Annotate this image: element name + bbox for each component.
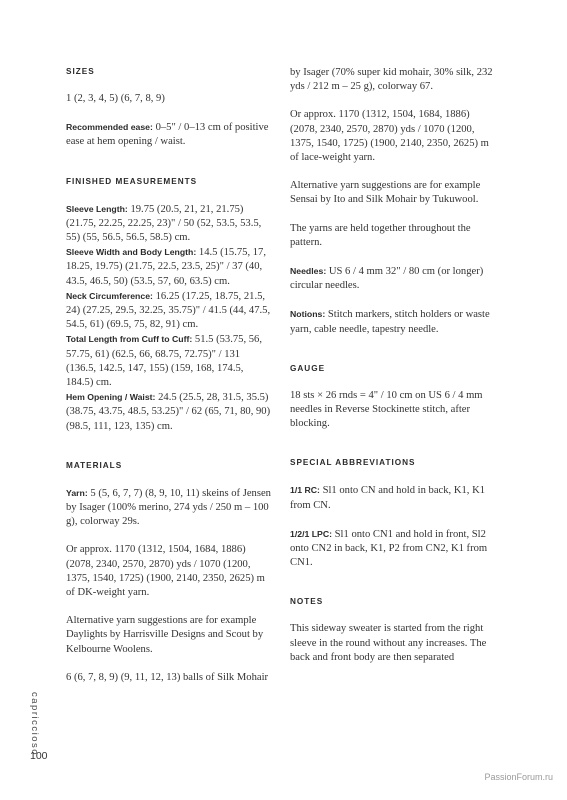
notes-heading: NOTES: [290, 597, 324, 607]
yarn-text: 5 (5, 6, 7, 7) (8, 9, 10, 11) skeins of Jensen by Isager (100% merino, 274 yds / 250 m – 100 g), colorway 29s.: [66, 487, 271, 528]
gauge-text: 18 sts × 26 rnds = 4" / 10 cm on US 6 / 4 mm needles in Reverse Stockinette stitch, after blocking.: [290, 389, 483, 430]
abbreviation-text: Sl1 onto CN and hold in back, K1, K1 from CN.: [290, 485, 486, 511]
needles-text: US 6 / 4 mm 32" / 80 cm (or longer) circular needles.: [290, 266, 484, 292]
mohair-continued: by Isager (70% super kid mohair, 30% silk, 232 yds / 212 m – 25 g), colorway 67.: [290, 67, 493, 93]
abbreviation-text: Sl1 onto CN1 and hold in front, Sl2 onto CN2 in back, K1, P2 from CN2, K1 from CN1.: [290, 528, 488, 569]
special-abbreviations-heading: SPECIAL ABBREVIATIONS: [290, 458, 416, 468]
recommended-ease: [66, 120, 271, 149]
measurement-text: 14.5 (15.75, 17, 18.25, 19.75) (21.75, 22.5, 23.5, 25)" / 37 (40, 43.5, 46.5, 50) (53.5, 57, 60, 63.5) cm.: [66, 247, 266, 287]
needles-paragraph: [290, 264, 495, 293]
right-column: [290, 66, 495, 665]
measurement-hem-opening: [66, 390, 271, 434]
measurement-total-length: [66, 332, 271, 390]
measurement-sleeve-width: [66, 245, 271, 289]
left-column: [66, 66, 271, 685]
notions-label: Notions:: [290, 309, 326, 320]
measurement-label: Total Length from Cuff to Cuff:: [66, 334, 193, 345]
abbreviation-1-1-rc: [290, 483, 495, 512]
lace-alt-suggestions: Alternative yarn suggestions are for example Sensai by Ito and Silk Mohair by Tukuwool.: [290, 180, 481, 206]
abbreviation-1-2-1-lpc: [290, 527, 495, 571]
abbreviation-label: 1/2/1 LPC:: [290, 528, 333, 539]
measurement-label: Hem Opening / Waist:: [66, 392, 156, 403]
yarn-paragraph: [66, 486, 271, 530]
side-section-label: capriccioso: [29, 692, 40, 757]
yarn-label: Yarn:: [66, 487, 88, 498]
notes-text: This sideway sweater is started from the right sleeve in the round without any increases. The back and front body are then separated: [290, 623, 487, 663]
measurement-neck: [66, 289, 271, 333]
notions-paragraph: [290, 307, 495, 336]
measurement-label: Sleeve Width and Body Length:: [66, 247, 197, 258]
measurement-text: 16.25 (17.25, 18.75, 21.5, 24) (27.25, 29.5, 32.25, 35.75)" / 41.5 (44, 47.5, 54.5, 61) (69.5, 75, 82, 91) cm.: [66, 290, 271, 331]
held-together-text: The yarns are held together throughout the pattern.: [290, 222, 471, 248]
needles-label: Needles:: [290, 266, 327, 277]
measurement-text: 51.5 (53.75, 56, 57.75, 61) (62.5, 66, 68.75, 72.75)" / 131 (136.5, 142.5, 147, 155) (159, 168, 174.5, 184.5) cm.: [66, 334, 263, 389]
ease-label: Recommended ease:: [66, 122, 153, 133]
materials-heading: MATERIALS: [66, 460, 123, 470]
dk-approx-text: Or approx. 1170 (1312, 1504, 1684, 1886) (2078, 2340, 2570, 2870) yds / 1070 (1200, 1375, 1540, 1725) (1900, 2140, 2350, 2625) m of DK-weight yarn.: [66, 544, 265, 599]
sizes-text: 1 (2, 3, 4, 5) (6, 7, 8, 9): [66, 93, 165, 104]
lace-approx-text: Or approx. 1170 (1312, 1504, 1684, 1886) (2078, 2340, 2570, 2870) yds / 1070 (1200, 1375, 1540, 1725) (1900, 2140, 2350, 2625) m of lace-weight yarn.: [290, 109, 489, 164]
ease-text: 0–5" / 0–13 cm of positive ease at hem opening / waist.: [66, 122, 269, 148]
measurement-sleeve-length: [66, 202, 271, 246]
watermark-text: PassionForum.ru: [484, 772, 553, 782]
gauge-heading: GAUGE: [290, 363, 326, 373]
measurement-label: Neck Circumference:: [66, 290, 153, 301]
sizes-heading: SIZES: [66, 67, 95, 76]
measurement-label: Sleeve Length:: [66, 203, 128, 214]
measurement-text: 19.75 (20.5, 21, 21, 21.75) (21.75, 22.25, 22.25, 23)" / 50 (52, 53.5, 53.5, 55) (55, 56.5, 56.5, 58.5) cm.: [66, 203, 262, 244]
notions-text: Stitch markers, stitch holders or waste yarn, cable needle, tapestry needle.: [290, 309, 490, 335]
finished-measurements-heading: FINISHED MEASUREMENTS: [66, 176, 198, 186]
dk-alt-suggestions: Alternative yarn suggestions are for example Daylights by Harrisville Designs and Scout by Kelbourne Woolens.: [66, 615, 264, 655]
abbreviation-label: 1/1 RC:: [290, 485, 320, 496]
mohair-text: 6 (6, 7, 8, 9) (9, 11, 12, 13) balls of Silk Mohair: [66, 671, 269, 683]
page-number: 100: [30, 750, 48, 762]
measurement-text: 24.5 (25.5, 28, 31.5, 35.5) (38.75, 43.75, 48.5, 53.25)" / 62 (65, 71, 80, 90) (98.5, 111, 123, 135) cm.: [66, 392, 271, 432]
